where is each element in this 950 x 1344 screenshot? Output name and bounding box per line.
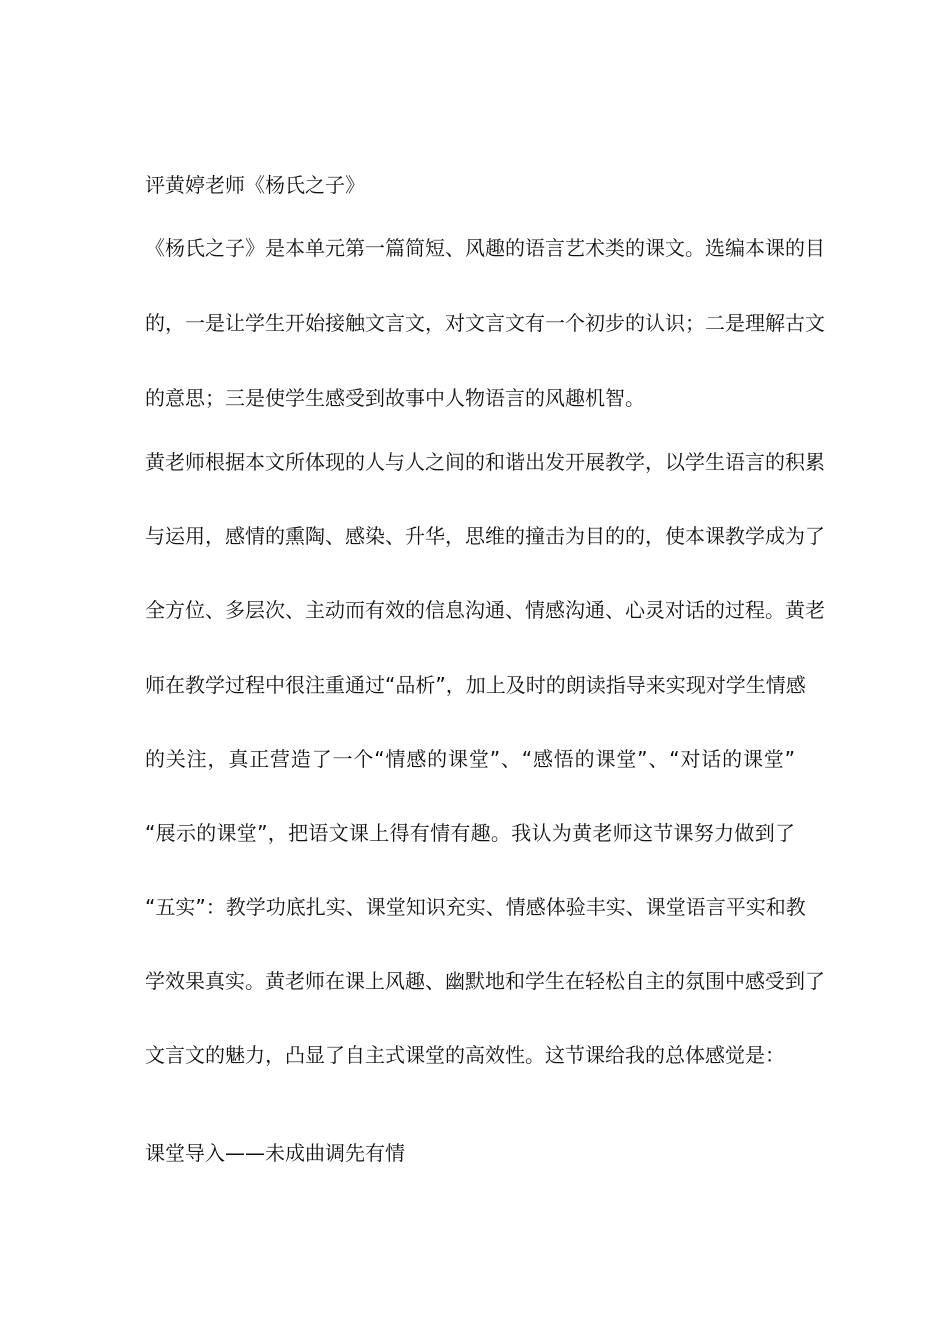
paragraph-1-line-3: 的意思；三是使学生感受到故事中人物语言的风趣机智。 bbox=[145, 386, 645, 410]
paragraph-1-line-1: 《杨氏之子》是本单元第一篇简短、风趣的语言艺术类的课文。选编本课的目 bbox=[145, 236, 825, 260]
section-heading: 课堂导入——未成曲调先有情 bbox=[145, 1141, 405, 1165]
paragraph-2-line-2: 与运用，感情的熏陶、感染、升华，思维的撞击为目的的，使本课教学成为了 bbox=[145, 524, 825, 548]
document-title: 评黄婷老师《杨氏之子》 bbox=[145, 173, 365, 197]
paragraph-2-line-1: 黄老师根据本文所体现的人与人之间的和谐出发开展教学，以学生语言的积累 bbox=[145, 450, 825, 474]
paragraph-2-line-3: 全方位、多层次、主动而有效的信息沟通、情感沟通、心灵对话的过程。黄老 bbox=[145, 598, 825, 622]
paragraph-1-line-2: 的，一是让学生开始接触文言文，对文言文有一个初步的认识；二是理解古文 bbox=[145, 311, 825, 335]
paragraph-2-line-4: 师在教学过程中很注重通过“品析”，加上及时的朗读指导来实现对学生情感 bbox=[145, 673, 806, 697]
paragraph-2-line-8: 学效果真实。黄老师在课上风趣、幽默地和学生在轻松自主的氛围中感受到了 bbox=[145, 969, 825, 993]
paragraph-2-line-7: “五实”：教学功底扎实、课堂知识充实、情感体验丰实、课堂语言平实和教 bbox=[145, 895, 806, 919]
paragraph-2-line-6: “展示的课堂”，把语文课上得有情有趣。我认为黄老师这节课努力做到了 bbox=[145, 821, 795, 845]
paragraph-2-line-5: 的关注，真正营造了一个“情感的课堂”、“感悟的课堂”、“对话的课堂” bbox=[145, 747, 795, 771]
paragraph-2-line-9: 文言文的魅力，凸显了自主式课堂的高效性。这节课给我的总体感觉是： bbox=[145, 1043, 785, 1067]
